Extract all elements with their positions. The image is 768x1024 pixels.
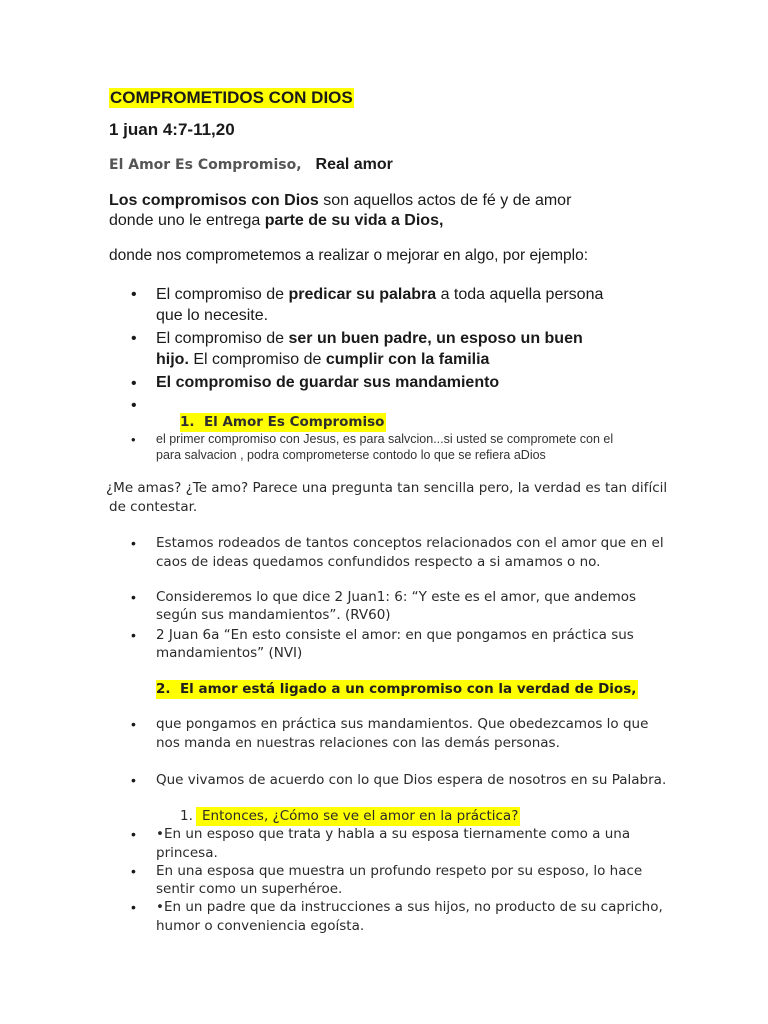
bullet2-2-line-1: Consideremos lo que dice 2 Juan1: 6: “Y este es el amor, que andemos	[156, 589, 637, 605]
bullet1-2-line-1	[156, 329, 583, 349]
small-bullet-line-2: para salvacion , podra comprometerse contodo lo que se refiera aDios	[156, 448, 546, 462]
bullet3-1-line-1: que pongamos en práctica sus mandamientos. Que obedezcamos lo que	[156, 716, 649, 732]
intro-2: donde nos comprometemos a realizar o mejorar en algo, por ejemplo:	[109, 247, 589, 264]
intro-l2-start: donde uno le entrega	[109, 212, 265, 229]
bullet-marker: •	[131, 627, 136, 643]
section-2-heading	[156, 680, 638, 699]
verse-reference: 1 juan 4:7-11,20	[109, 120, 235, 139]
bullet-marker: •	[131, 432, 136, 447]
bullet1-2-line-2	[156, 350, 489, 370]
text-bold: predicar su palabra	[288, 286, 437, 303]
intro-line-1	[109, 191, 571, 211]
bullet-marker: •	[131, 397, 137, 414]
bullet4-2-line-1: En una esposa que muestra un profundo respeto por su esposo, lo hace	[156, 863, 643, 879]
subtitle-part1: El Amor Es Compromiso,	[109, 157, 302, 173]
bullet1-1-line-1	[156, 285, 603, 305]
bullet-marker: •	[131, 899, 136, 915]
section-1-heading	[180, 413, 386, 432]
text-bold: hijo.	[156, 351, 189, 368]
intro-line-2	[109, 211, 443, 231]
bullet4-3-line-1: •En un padre que da instrucciones a sus hijos, no producto de su capricho,	[156, 899, 663, 915]
text-bold: ser un buen padre, un esposo un buen	[288, 330, 583, 347]
text: a toda aquella persona	[436, 286, 604, 303]
document-title	[109, 88, 354, 108]
bullet1-3: El compromiso de guardar sus mandamiento	[156, 374, 500, 391]
bullet4-1-line-1: •En un esposo que trata y habla a su esposa tiernamente como a una	[156, 826, 631, 842]
bullet-marker: •	[131, 589, 136, 605]
bullet-marker: •	[131, 375, 137, 392]
section-3-heading: Entonces, ¿Cómo se ve el amor en la práctica?	[196, 807, 520, 826]
subtitle	[109, 155, 393, 175]
bullet2-1-line-1: Estamos rodeados de tantos conceptos relacionados con el amor que en el	[156, 535, 664, 551]
text-bold: cumplir con la familia	[325, 351, 490, 368]
bullet-marker: •	[131, 826, 136, 842]
text: El compromiso de	[156, 286, 289, 303]
question-line-2: de contestar.	[109, 499, 198, 515]
bullet4-2-line-2: sentir como un superhéroe.	[156, 881, 343, 897]
bullet-marker: •	[131, 286, 137, 303]
bullet4-3-line-2: humor o conveniencia egoísta.	[156, 918, 365, 934]
section-heading-text: El amor está ligado a un compromiso con la verdad de Dios,	[179, 681, 637, 697]
section-heading-text: El Amor Es Compromiso	[203, 414, 385, 430]
intro-l2-bold: parte de su vida a Dios,	[264, 212, 444, 229]
bullet3-2: Que vivamos de acuerdo con lo que Dios espera de nosotros en su Palabra.	[156, 772, 667, 788]
section-number: 2.	[156, 681, 171, 697]
intro-bold: Los compromisos con Dios	[109, 192, 319, 209]
bullet1-1-line-2: que lo necesite.	[156, 307, 269, 324]
bullet-marker: •	[131, 863, 136, 879]
intro-rest: son aquellos actos de fé y de amor	[318, 192, 572, 209]
bullet2-3-line-1: 2 Juan 6a “En esto consiste el amor: en que pongamos en práctica sus	[156, 627, 634, 643]
text: El compromiso de	[188, 351, 326, 368]
bullet2-2-line-2: según sus mandamientos”. (RV60)	[156, 607, 391, 623]
bullet-marker: •	[131, 330, 137, 347]
bullet2-1-line-2: caos de ideas quedamos confundidos respecto a si amamos o no.	[156, 554, 601, 570]
bullet3-1-line-2: nos manda en nuestras relaciones con las demás personas.	[156, 735, 560, 751]
bullet4-1-line-2: princesa.	[156, 845, 218, 861]
subtitle-part2: Real amor	[315, 156, 393, 173]
document-title-text: COMPROMETIDOS CON DIOS	[110, 88, 353, 107]
text: El compromiso de	[156, 330, 289, 347]
bullet-marker: •	[131, 716, 136, 732]
small-bullet-line-1: el primer compromiso con Jesus, es para salvcion...si usted se compromete con el	[156, 432, 614, 446]
bullet-marker: •	[131, 535, 136, 551]
question-line-1: ¿Me amas? ¿Te amo? Parece una pregunta tan sencilla pero, la verdad es tan difícil	[106, 480, 668, 496]
section-3-number: 1.	[180, 808, 193, 824]
bullet-marker: •	[131, 772, 136, 788]
section-number: 1.	[180, 414, 195, 430]
bullet2-3-line-2: mandamientos” (NVI)	[156, 645, 303, 661]
